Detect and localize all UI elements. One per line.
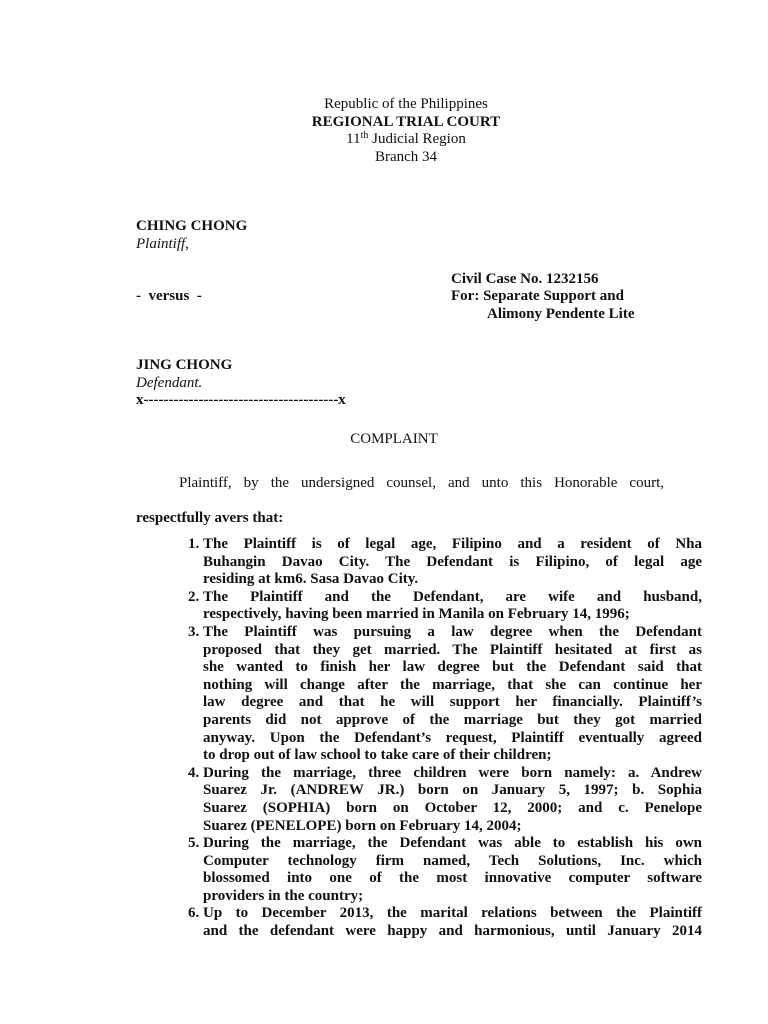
item-line: blossomed into one of the most innovative computer software [203, 870, 702, 887]
item-line: she wanted to finish her law degree but the Defendant said that [203, 659, 702, 676]
intro-paragraph [136, 475, 664, 528]
republic-line: Republic of the Philippines [324, 96, 488, 112]
case-for-line2: Alimony Pendente Lite [487, 306, 635, 322]
item-line: 2. The Plaintiff and the Defendant, are wife and husband, [203, 588, 702, 605]
item-line: law degree and that he will support her financially. Plaintiff’s [203, 694, 702, 711]
item-line: 4. During the marriage, three children were born namely: a. Andrew [203, 764, 702, 781]
defendant-name: JING CHONG [136, 357, 233, 373]
allegation-item [203, 765, 702, 835]
item-line: residing at km6. Sasa Davao City. [203, 571, 419, 588]
judicial-region [0, 131, 768, 149]
court-header [0, 96, 768, 166]
intro-line: Plaintiff, by the undersigned counsel, and unto this Honorable court, [179, 475, 664, 491]
region-number: 11 [346, 131, 361, 148]
defendant-role: Defendant. [136, 375, 203, 391]
case-for-line1: For: Separate Support and [451, 288, 624, 304]
item-line: Suarez (SOPHIA) born on October 12, 2000; and c. Penelope [203, 799, 702, 816]
plaintiff-role: Plaintiff, [136, 236, 189, 252]
item-line: to drop out of law school to take care of their children; [203, 747, 552, 764]
plaintiff-name: CHING CHONG [136, 218, 248, 234]
item-line: 6. Up to December 2013, the marital relations between the Plaintiff [203, 905, 702, 922]
region-text: Judicial Region [368, 131, 466, 148]
item-line: anyway. Upon the Defendant’s request, Plaintiff eventually agreed [203, 729, 702, 746]
region-ordinal: th [360, 130, 369, 142]
allegation-item [203, 589, 702, 624]
case-number: Civil Case No. 1232156 [451, 271, 599, 287]
item-line: Suarez Jr. (ANDREW JR.) born on January 5, 1997; b. Sophia [203, 782, 702, 799]
caption-separator: x---------------------------------------x [136, 392, 346, 408]
allegation-item [203, 835, 702, 905]
allegation-item [203, 905, 702, 940]
item-line: nothing will change after the marriage, that she can continue her [203, 676, 702, 693]
item-line: 5. During the marriage, the Defendant was able to establish his own [203, 835, 702, 852]
item-line: parents did not approve of the marriage but they got married [203, 711, 702, 728]
item-line: Buhangin Davao City. The Defendant is Filipino, of legal age [203, 553, 702, 570]
item-line: Suarez (PENELOPE) born on February 14, 2004; [203, 817, 522, 834]
item-line: Computer technology firm named, Tech Solutions, Inc. which [203, 852, 702, 869]
allegation-item [203, 536, 702, 589]
item-line: and the defendant were happy and harmonious, until January 2014 [203, 923, 702, 940]
intro-line-2: respectfully avers that: [136, 510, 284, 527]
versus-label: - versus - [136, 288, 202, 304]
item-line: respectively, having been married in Manila on February 14, 1996; [203, 606, 630, 623]
branch-line: Branch 34 [374, 148, 438, 165]
allegations-list [179, 536, 702, 941]
item-line: providers in the country; [203, 887, 364, 904]
court-name: REGIONAL TRIAL COURT [311, 113, 501, 130]
item-line: 3. The Plaintiff was pursuing a law degree when the Defendant [203, 623, 702, 640]
item-line: 1. The Plaintiff is of legal age, Filipino and a resident of Nha [203, 536, 702, 552]
document-title: COMPLAINT [350, 431, 438, 447]
allegation-item [203, 624, 702, 765]
item-line: proposed that they get married. The Plaintiff hesitated at first as [203, 641, 702, 658]
